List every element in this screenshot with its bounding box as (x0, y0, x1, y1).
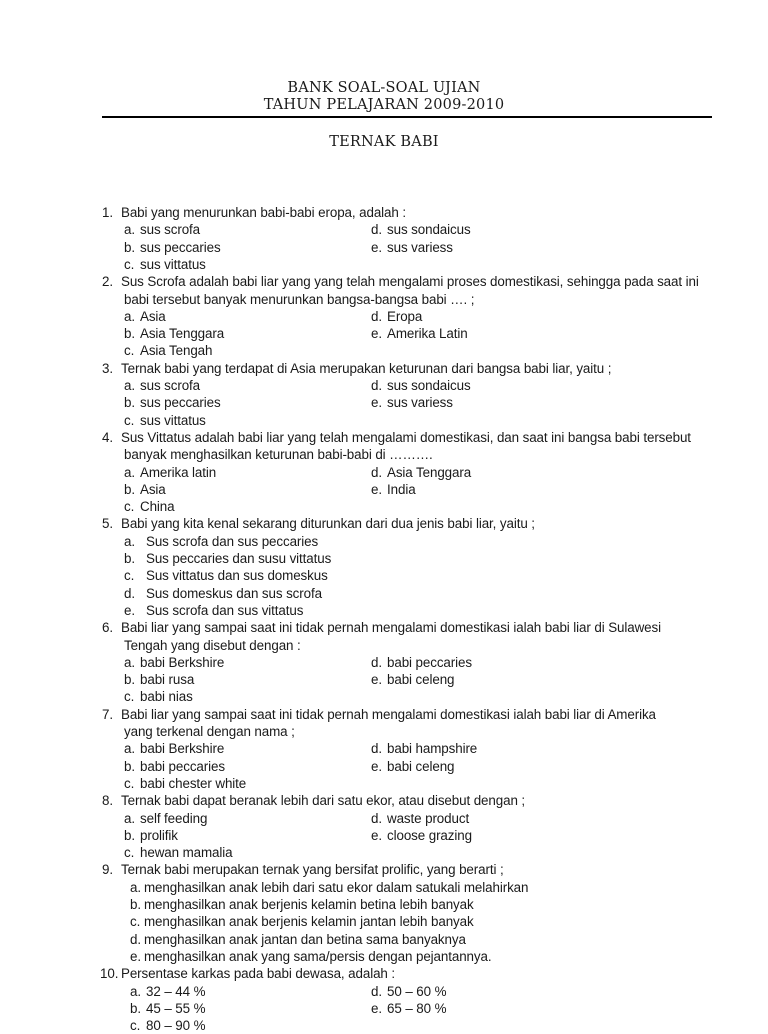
option-text: Asia Tenggara (387, 464, 472, 480)
option-text: babi peccaries (387, 654, 472, 670)
option-text: Sus domeskus dan sus scrofa (146, 585, 322, 601)
question-text: yang terkenal dengan nama ; (124, 724, 295, 739)
option-letter: d. (371, 378, 382, 393)
question-text: Ternak babi yang terdapat di Asia merupakan keturunan dari bangsa babi liar, yaitu ; (121, 360, 612, 376)
option-text: sus scrofa (140, 222, 201, 238)
question-number: 7. (102, 706, 113, 722)
option-letter: e. (130, 948, 141, 964)
option-letter: b. (124, 326, 135, 342)
option-letter: c. (124, 845, 135, 861)
option-text: Asia (140, 481, 166, 497)
option-text: babi peccaries (140, 758, 225, 774)
question-text: Babi liar yang sampai saat ini tidak pernah mengalami domestikasi ialah babi liar di Sulawesi (121, 620, 662, 636)
option-letter: b. (124, 395, 135, 411)
header-title-line1: BANK SOAL-SOAL UJIAN (287, 80, 481, 96)
question-number: 1. (102, 205, 113, 220)
option-letter: d. (371, 741, 382, 757)
option-text: sus sondaicus (387, 222, 471, 238)
option-text: babi celeng (387, 758, 455, 774)
option-letter: c. (124, 568, 135, 584)
option-text: sus sondaicus (387, 378, 471, 393)
option-text: Sus vittatus dan sus domeskus (146, 568, 328, 584)
option-letter: e. (371, 827, 382, 843)
option-text: sus vittatus (140, 256, 206, 272)
option-text: menghasilkan anak berjenis kelamin jantan lebih banyak (144, 914, 474, 930)
option-text: hewan mamalia (140, 845, 233, 861)
question-number: 10. (100, 966, 119, 982)
option-text: Amerika latin (140, 464, 217, 480)
option-text: cloose grazing (387, 827, 472, 843)
option-letter: c. (124, 775, 135, 791)
question-number: 8. (102, 793, 113, 809)
option-text: babi Berkshire (140, 741, 225, 757)
option-letter: d. (371, 810, 382, 826)
option-letter: e. (371, 758, 382, 774)
option-letter: b. (124, 758, 135, 774)
option-text: China (140, 499, 175, 515)
option-text: babi Berkshire (140, 654, 225, 670)
option-text: babi hampshire (387, 741, 478, 757)
option-letter: c. (124, 689, 135, 705)
option-letter: e. (371, 326, 382, 342)
option-letter: b. (124, 551, 135, 566)
option-text: 80 – 90 % (146, 1018, 206, 1034)
option-text: sus peccaries (140, 239, 221, 255)
option-letter: a. (124, 654, 135, 670)
option-letter: d. (130, 931, 141, 947)
question-text: babi tersebut banyak menurunkan bangsa-bangsa babi …. ; (124, 291, 475, 307)
question-number: 2. (102, 274, 113, 290)
option-letter: a. (124, 308, 135, 324)
option-letter: c. (130, 914, 141, 930)
option-text: sus peccaries (140, 395, 221, 411)
option-text: Asia Tengah (140, 343, 213, 359)
option-letter: e. (124, 602, 135, 618)
option-text: babi nias (140, 689, 193, 705)
option-letter: c. (124, 343, 135, 359)
option-text: menghasilkan anak lebih dari satu ekor dalam satukali melahirkan (144, 879, 529, 895)
option-letter: d. (371, 308, 382, 324)
option-text: Eropa (387, 308, 423, 324)
option-letter: a. (124, 741, 135, 757)
subject-title: TERNAK BABI (329, 134, 439, 150)
option-letter: d. (371, 983, 382, 999)
option-text: babi chester white (140, 775, 247, 791)
option-letter: e. (371, 672, 382, 688)
option-text: sus variess (387, 395, 453, 411)
option-text: sus vittatus (140, 412, 206, 428)
option-text: sus scrofa (140, 378, 201, 393)
option-text: 32 – 44 % (146, 983, 206, 999)
question-text: Persentase karkas pada babi dewasa, adalah : (121, 966, 396, 982)
option-letter: b. (130, 1000, 141, 1016)
option-letter: c. (124, 412, 135, 428)
option-text: Asia (140, 308, 166, 324)
option-text: menghasilkan anak yang sama/persis dengan pejantannya. (144, 948, 492, 964)
option-text: Sus peccaries dan susu vittatus (146, 551, 332, 566)
option-text: waste product (387, 810, 470, 826)
option-text: 45 – 55 % (146, 1000, 206, 1016)
option-letter: c. (130, 1018, 141, 1034)
option-text: sus variess (387, 239, 453, 255)
question-number: 9. (102, 862, 113, 878)
option-letter: c. (124, 256, 135, 272)
option-text: Asia Tenggara (140, 326, 225, 342)
option-letter: d. (371, 464, 382, 480)
option-letter: b. (124, 239, 135, 255)
option-letter: a. (124, 222, 135, 238)
option-text: babi celeng (387, 672, 455, 688)
question-text: Sus Scrofa adalah babi liar yang yang telah mengalami proses domestikasi, sehingga pada saat ini (121, 274, 699, 290)
option-text: prolifik (140, 827, 178, 843)
option-text: Sus scrofa dan sus vittatus (146, 602, 304, 618)
option-letter: d. (371, 654, 382, 670)
question-text: banyak menghasilkan keturunan babi-babi di ………. (124, 447, 433, 463)
option-letter: e. (371, 1000, 382, 1016)
option-letter: d. (371, 222, 382, 238)
option-text: 65 – 80 % (387, 1000, 447, 1016)
question-text: Ternak babi dapat beranak lebih dari satu ekor, atau disebut dengan ; (121, 793, 526, 809)
header-title-line2: TAHUN PELAJARAN 2009-2010 (263, 97, 505, 113)
question-text: Ternak babi merupakan ternak yang bersifat prolific, yang berarti ; (121, 862, 504, 878)
option-text: self feeding (140, 810, 208, 826)
option-letter: b. (124, 827, 135, 843)
option-letter: c. (124, 499, 135, 515)
option-text: menghasilkan anak berjenis kelamin betina lebih banyak (144, 897, 474, 912)
option-letter: b. (130, 897, 141, 912)
question-number: 3. (102, 360, 113, 376)
option-letter: d. (124, 585, 135, 601)
question-number: 5. (102, 516, 113, 532)
question-text: Tengah yang disebut dengan : (124, 637, 301, 653)
option-letter: b. (124, 481, 135, 497)
option-letter: a. (130, 983, 141, 999)
question-text: Babi liar yang sampai saat ini tidak pernah mengalami domestikasi ialah babi liar di Amerika (121, 706, 656, 722)
option-letter: e. (371, 395, 382, 411)
header-divider (102, 116, 712, 118)
option-letter: a. (124, 533, 135, 549)
option-letter: a. (130, 879, 141, 895)
question-text: Babi yang kita kenal sekarang diturunkan dari dua jenis babi liar, yaitu ; (121, 516, 535, 532)
option-letter: a. (124, 378, 135, 393)
option-text: India (387, 481, 416, 497)
option-letter: a. (124, 464, 135, 480)
option-text: Sus scrofa dan sus peccaries (146, 533, 319, 549)
option-text: Amerika Latin (387, 326, 468, 342)
option-text: 50 – 60 % (387, 983, 447, 999)
question-number: 6. (102, 620, 113, 636)
option-letter: e. (371, 239, 382, 255)
question-text: Sus Vittatus adalah babi liar yang telah mengalami domestikasi, dan saat ini bangsa babi tersebut (121, 429, 691, 445)
question-number: 4. (102, 429, 113, 445)
option-letter: e. (371, 481, 382, 497)
option-text: babi rusa (140, 672, 195, 688)
option-text: menghasilkan anak jantan dan betina sama banyaknya (144, 931, 466, 947)
option-letter: a. (124, 810, 135, 826)
option-letter: b. (124, 672, 135, 688)
question-text: Babi yang menurunkan babi-babi eropa, adalah : (121, 205, 406, 220)
